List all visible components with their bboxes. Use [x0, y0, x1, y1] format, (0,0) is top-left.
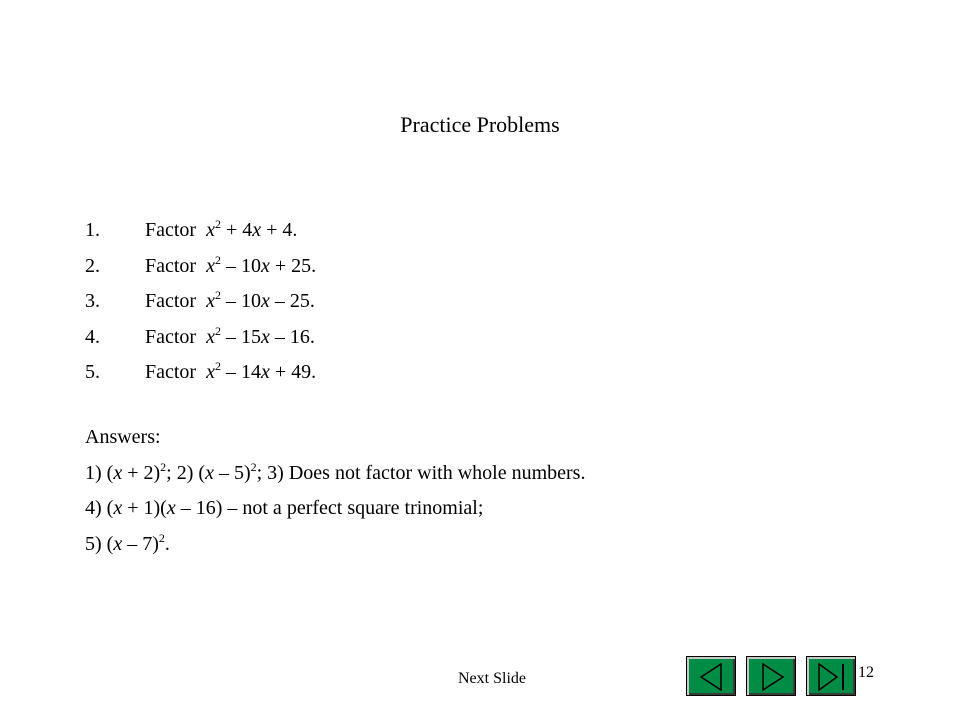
problem-text: Factor $x^2 - 10x + 25$. — [145, 252, 317, 277]
problem-number: 1. — [85, 219, 100, 241]
problem-number: 3. — [85, 290, 100, 312]
next-slide-link[interactable]: Next Slide — [458, 670, 526, 687]
answer-line-3: 5) (x – 7)$^2$. — [85, 530, 170, 555]
answers-heading: Answers: — [85, 426, 161, 448]
answer-line-2: 4) (x + 1)(x – 16) – not a perfect square trinomial; — [85, 497, 484, 519]
play-forward-icon — [747, 657, 797, 697]
problem-number: 5. — [85, 361, 100, 383]
problem-text: Factor $x^2 - 14x + 49$. — [145, 359, 317, 383]
problem-text: Factor $x^2 - 10x - 25$. — [145, 288, 315, 312]
slide-number: 12 — [858, 664, 874, 681]
page-title: Practice Problems — [400, 112, 560, 137]
last-slide-button[interactable] — [806, 656, 856, 696]
problem-number: 2. — [85, 254, 100, 277]
problem-text: Factor $x^2 + 4x + 4$. — [145, 217, 298, 241]
skip-back-icon — [687, 657, 737, 697]
problem-text: Factor $x^2 - 15x - 16$. — [145, 323, 315, 348]
answer-line-1: 1) $(x + 2)^2$; 2) (x – 5)$^2$; 3) Does not factor with whole numbers. — [85, 459, 586, 484]
skip-forward-icon — [807, 657, 857, 697]
answers-section — [85, 425, 585, 567]
next-slide-button[interactable] — [746, 656, 796, 696]
previous-slide-button[interactable] — [686, 656, 736, 696]
problem-number: 4. — [85, 325, 100, 348]
